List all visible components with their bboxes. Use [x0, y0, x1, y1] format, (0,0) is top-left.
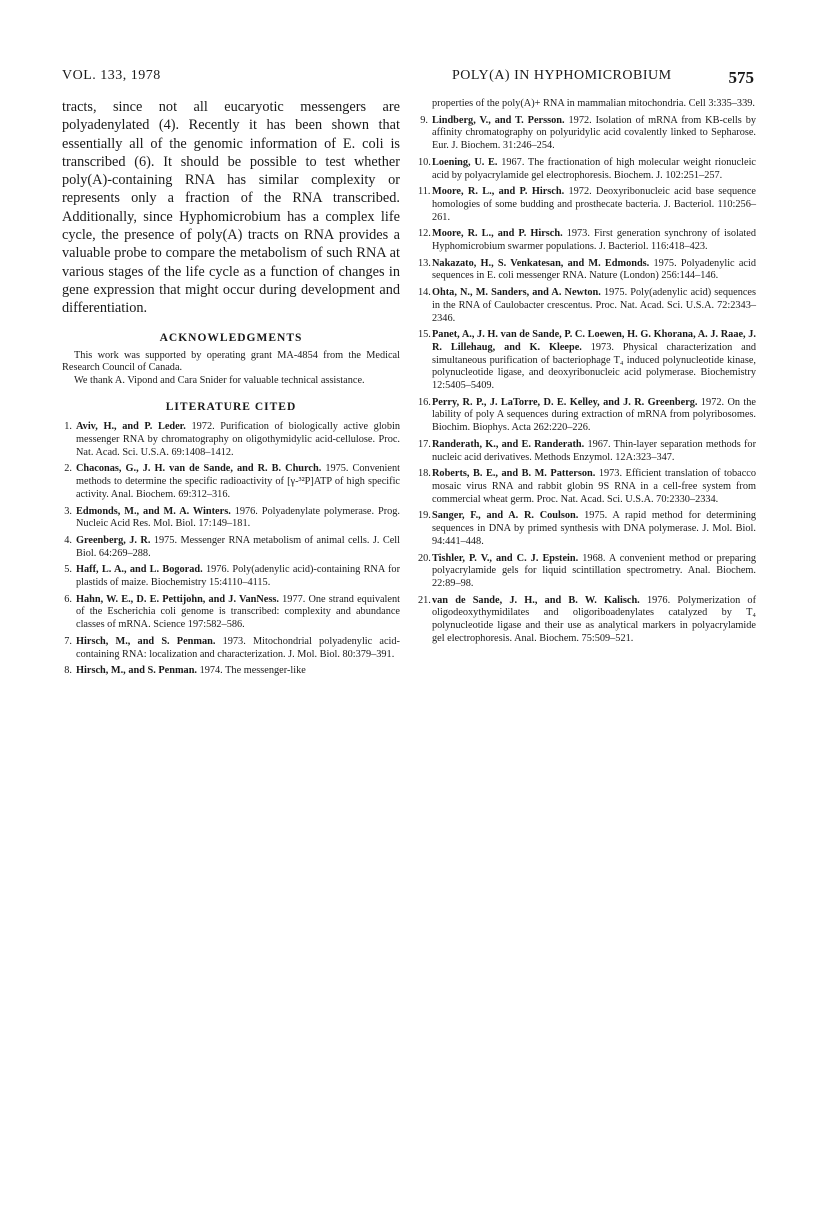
reference-authors: Greenberg, J. R.	[76, 534, 151, 546]
reference-authors: Sanger, F., and A. R. Coulson.	[432, 510, 579, 522]
reference-text: 1976. Poly(adenylic acid)-containing RNA for plastids of maize. Biochemistry 15:4110–4115.	[76, 564, 401, 589]
acknowledgments-heading: ACKNOWLEDGMENTS	[159, 331, 303, 344]
reference-text: 1973. Mitochondrial polyadenylic acid-containing RNA: localization and characterization. J. Mol. Biol. 80:379–391.	[76, 635, 400, 660]
reference-authors: Hahn, W. E., D. E. Pettijohn, and J. VanNess.	[76, 593, 279, 605]
reference-authors: Aviv, H., and P. Leder.	[76, 421, 186, 433]
reference-text: 1973. First generation synchrony of isolated Hyphomicrobium swarmer populations. J. Bacteriol. 116:418–423.	[432, 228, 757, 253]
reference-number: 16.	[418, 396, 431, 408]
reference-number: 5.	[64, 564, 72, 576]
literature-cited-heading: LITERATURE CITED	[165, 401, 297, 414]
reference-text: 1975. Poly(adenylic acid) sequences in the RNA of Caulobacter crescentus. Proc. Nat. Acad. Sci. U.S.A. 72:2343–2346.	[432, 287, 757, 324]
running-title: POLY(A) IN HYPHOMICROBIUM	[452, 68, 672, 83]
reference-authors: Roberts, B. E., and B. M. Patterson.	[432, 468, 596, 480]
reference-authors: Randerath, K., and E. Randerath.	[432, 438, 585, 450]
reference-number: 19.	[418, 510, 431, 522]
reference-item	[418, 397, 756, 435]
reference-authors: van de Sande, J. H., and B. W. Kalisch.	[432, 594, 640, 606]
reference-authors: Hirsch, M., and S. Penman.	[76, 635, 216, 647]
reference-authors: Loening, U. E.	[432, 156, 498, 168]
reference-item	[62, 463, 400, 501]
reference-item	[62, 564, 400, 589]
reference-text: 1972. On the lability of poly A sequences during extraction of mRNA from polyribosomes. Biochim. Biophys. Acta 262:220–226.	[432, 396, 756, 434]
reference-number: 8.	[64, 665, 72, 677]
reference-authors: Perry, R. P., J. LaTorre, D. E. Kelley, and J. R. Greenberg.	[432, 396, 698, 408]
reference-authors: Chaconas, G., J. H. van de Sande, and R. B. Church.	[76, 463, 322, 475]
reference-text: 1967. Thin-layer separation methods for nucleic acid derivatives. Methods Enzymol. 12A:323–347.	[432, 438, 756, 463]
reference-number: 6.	[64, 593, 72, 605]
reference-number: 1.	[64, 421, 72, 433]
reference-number: 20.	[418, 552, 431, 564]
reference-authors: Edmonds, M., and M. A. Winters.	[76, 505, 231, 517]
reference-continuation: properties of the poly(A)+ RNA in mammalian mitochondria. Cell 3:335–339.	[432, 98, 755, 109]
journal-volume: VOL. 133, 1978	[62, 68, 161, 83]
reference-authors: Lindberg, V., and T. Persson.	[432, 114, 565, 126]
reference-text: 1975. Messenger RNA metabolism of animal cells. J. Cell Biol. 64:269–288.	[76, 534, 400, 559]
reference-item	[418, 157, 756, 182]
reference-text: 1972. Purification of biologically active globin messenger RNA by chromatography on oligothymidylic acid-cellulose. Proc. Nat. Acad. Sci. U.S.A. 69:1408–1412.	[76, 421, 400, 458]
reference-number: 17.	[418, 438, 431, 450]
reference-item	[418, 510, 756, 548]
reference-authors: Hirsch, M., and S. Penman.	[76, 665, 197, 677]
reference-list-left	[62, 421, 400, 678]
reference-item	[62, 594, 400, 632]
reference-item	[418, 329, 756, 393]
acknowledgment-paragraph: This work was supported by operating grant MA-4854 from the Medical Research Council of Canada.	[62, 349, 400, 374]
reference-authors: Tishler, P. V., and C. J. Epstein.	[432, 552, 579, 564]
reference-text: 1967. The fractionation of high molecular weight rionucleic acid by polyacrylamide gel electrophoresis. Biochem. J. 102:251–257.	[432, 156, 757, 181]
reference-number: 18.	[418, 468, 431, 480]
reference-item	[62, 665, 400, 678]
reference-number: 10.	[418, 156, 431, 168]
reference-text: 1975. Polyadenylic acid sequences in E. coli messenger RNA. Nature (London) 256:144–146.	[432, 257, 756, 282]
reference-authors: Ohta, N., M. Sanders, and A. Newton.	[432, 287, 601, 299]
reference-text: 1974. The messenger-like	[199, 665, 306, 677]
reference-text: 1972. Isolation of mRNA from KB-cells by affinity chromatography on polyuridylic acid covalently linked to Sepharose. Eur. J. Biochem. 31:246–254.	[432, 114, 756, 152]
reference-text: 1968. A convenient method or preparing polyacrylamide gels for liquid scintillation spectrometry. Anal. Biochem. 22:89–98.	[432, 552, 756, 589]
right-column	[418, 98, 756, 649]
reference-item	[418, 595, 756, 646]
reference-text: 1976. Polyadenylate polymerase. Prog. Nucleic Acid Res. Mol. Biol. 17:149–181.	[76, 505, 400, 530]
reference-list-right	[418, 115, 756, 646]
reference-number: 3.	[64, 505, 72, 517]
reference-number: 11.	[418, 186, 431, 198]
reference-number: 15.	[418, 329, 431, 341]
page-number: 575	[728, 68, 754, 87]
reference-item	[418, 186, 756, 224]
body-paragraph: tracts, since not all eucaryotic messengers are polyadenylated (4). Recently it has been shown that essentially all of the genomic information of E. coli is transcribed (6). It should be possible to test whether poly(A)-containing RNA has similar complexity or represents only a fraction of the RNA transcribed. Additionally, since Hyphomicrobium has a complex life cycle, the presence of poly(A) tracts on RNA provides a valuable probe to compare the metabolism of such RNA at various stages of the life cycle as a function of changes in gene expression that might occur during development and differentiation.	[62, 99, 400, 317]
reference-number: 13.	[418, 257, 431, 269]
page-header	[62, 68, 754, 92]
reference-item	[62, 506, 400, 531]
acknowledgment-paragraph: We thank A. Vipond and Cara Snider for valuable technical assistance.	[74, 374, 365, 386]
reference-number: 14.	[418, 287, 431, 299]
reference-item	[418, 468, 756, 506]
left-column	[62, 98, 400, 682]
reference-text: 1977. One strand equivalent of the Escherichia coli genome is transcribed: complexity and abundance classes of mRNA. Science 197:582–586.	[76, 593, 400, 631]
reference-text: 1973. Physical characterization and simultaneous purification of bacteriophage T₄ induced polynucleotide kinase, polynucleotide ligase, and deoxyribonucleic acid polymerase. Biochemistry 12:5405–5409.	[432, 341, 757, 392]
reference-authors: Moore, R. L., and P. Hirsch.	[432, 186, 565, 198]
reference-number: 2.	[64, 463, 72, 475]
reference-number: 9.	[420, 114, 428, 126]
reference-item	[418, 228, 756, 253]
reference-item	[418, 439, 756, 464]
reference-authors: Nakazato, H., S. Venkatesan, and M. Edmonds.	[432, 257, 650, 269]
reference-authors: Haff, L. A., and L. Bogorad.	[76, 564, 203, 576]
reference-item	[62, 421, 400, 459]
reference-number: 7.	[64, 635, 72, 647]
reference-item	[62, 636, 400, 661]
reference-text: 1972. Deoxyribonucleic acid base sequence homologies of some budding and prosthecate bacteria. J. Bacteriol. 110:256–261.	[432, 186, 756, 223]
reference-number: 21.	[418, 594, 431, 606]
reference-item	[418, 553, 756, 591]
reference-text: 1975. A rapid method for determining sequences in DNA by primed synthesis with DNA polymerase. J. Mol. Biol. 94:441–448.	[432, 510, 756, 547]
reference-authors: Moore, R. L., and P. Hirsch.	[432, 228, 563, 240]
reference-number: 12.	[418, 228, 431, 240]
reference-item	[62, 535, 400, 560]
reference-number: 4.	[64, 534, 72, 546]
reference-item	[418, 258, 756, 283]
reference-item	[418, 115, 756, 153]
reference-text: 1975. Convenient methods to determine the specific radioactivity of [γ-³²P]ATP of high specific activity. Anal. Biochem. 69:312–316.	[76, 463, 401, 500]
reference-text: 1976. Polymerization of oligodeoxythymidilates and oligoriboadenylates catalyzed by T₄ polynucleotide ligase and their use as analytical markers in polyacrylamide gel electrophoresis. Anal. Biochem. 75:509–521.	[432, 594, 757, 644]
reference-text: 1973. Efficient translation of tobacco mosaic virus RNA and rabbit globin 9S RNA in a cell-free system from commercial wheat germ. Proc. Nat. Acad. Sci. U.S.A. 70:2330–2334.	[432, 468, 757, 505]
reference-item	[418, 287, 756, 325]
reference-authors: Panet, A., J. H. van de Sande, P. C. Loewen, H. G. Khorana, A. J. Raae, J. R. Lillehaug, and K. Kleepe.	[432, 329, 756, 353]
